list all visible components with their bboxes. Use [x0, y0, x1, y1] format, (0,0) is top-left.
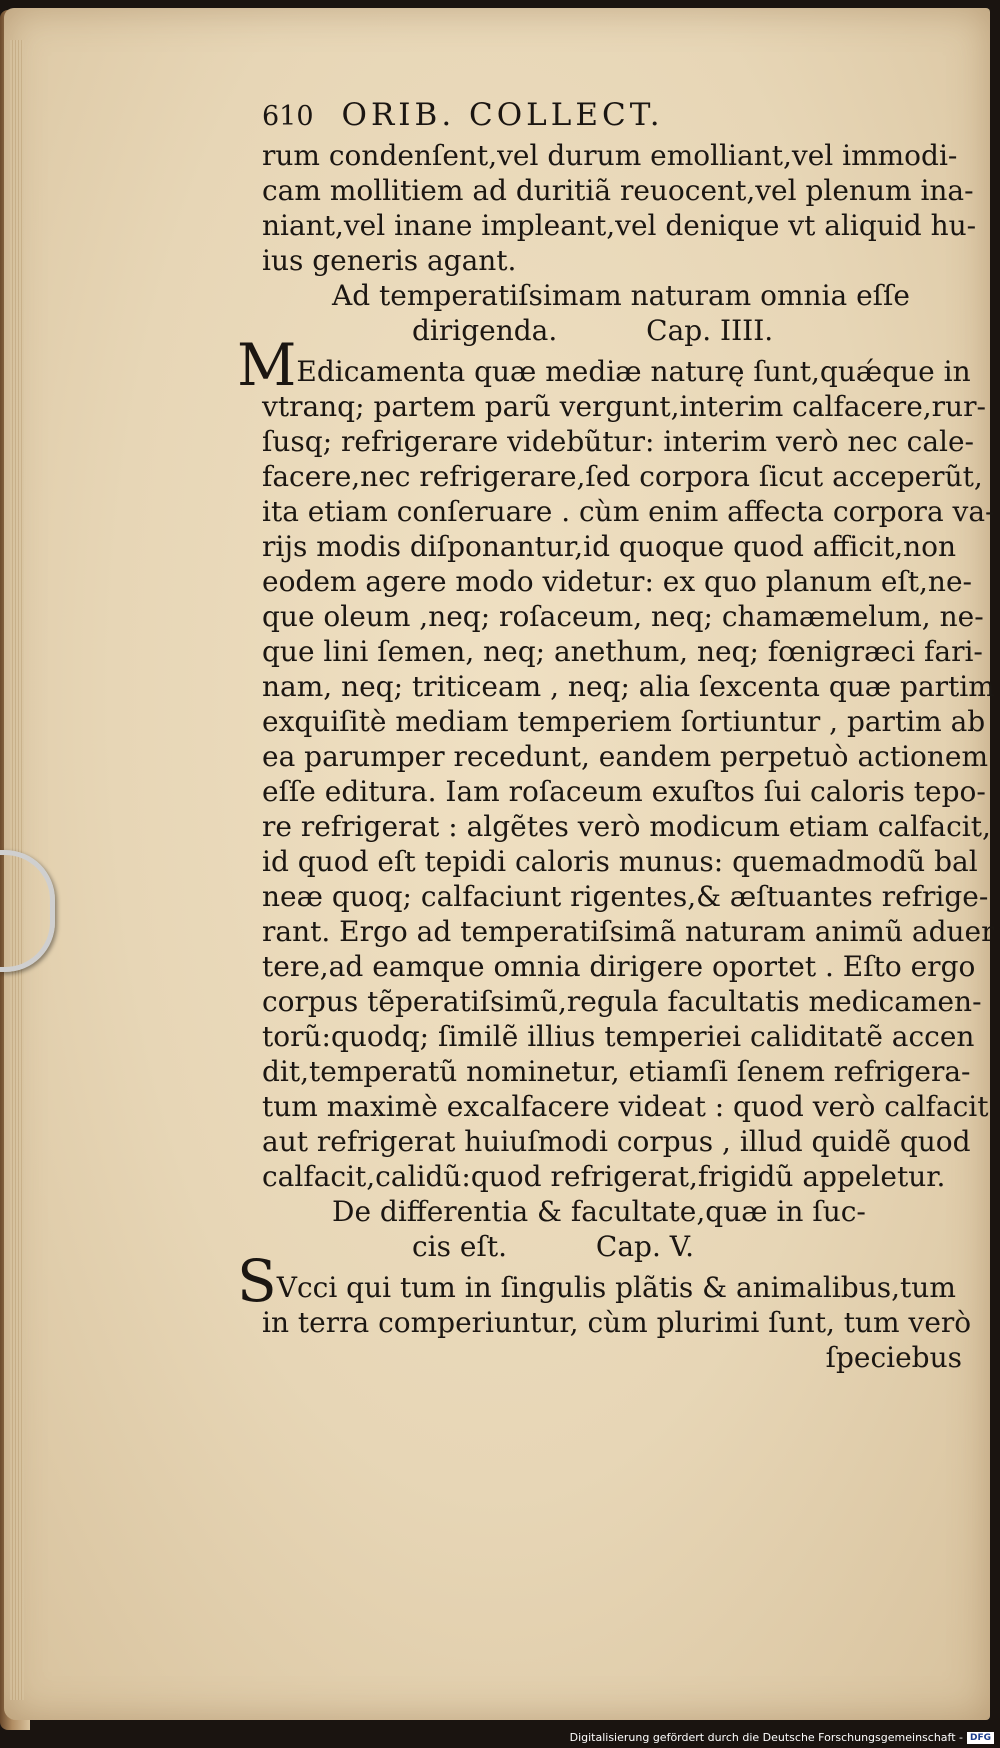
digitization-credit [570, 1731, 994, 1744]
catchword: ſpeciebus [825, 1341, 962, 1374]
credit-text: Digitalisierung gefördert durch die Deutsche Forschungsgemeinschaft - [569, 1731, 963, 1744]
text-line: cam mollitiem ad duritiã reuocent,vel plenum ina- [262, 174, 974, 207]
text-line: neæ quoq; calfaciunt rigentes,& æſtuantes refrige- [262, 880, 989, 913]
page-number: 610 [262, 101, 314, 132]
text-line: que lini ſemen, neq; anethum, neq; fœnigræci fari- [262, 635, 983, 668]
text-line: calfacit,calidũ:quod refrigerat,frigidũ appeletur. [262, 1160, 946, 1193]
text-line: id quod eſt tepidi caloris munus: quemadmodũ bal [262, 845, 978, 878]
text-line: in terra comperiuntur, cùm plurimi ſunt, tum verò [262, 1306, 972, 1339]
chapter-heading: Ad temperatiſsimam naturam omnia eſſe [332, 279, 910, 312]
chapter-number: Cap. IIII. [646, 314, 774, 347]
text-line: rum condenſent,vel durum emolliant,vel immodi- [262, 139, 958, 172]
text-line: exquiſitè mediam temperiem ſortiuntur , partim ab [262, 705, 986, 738]
drop-cap: S [237, 1247, 277, 1315]
drop-cap: M [237, 331, 297, 399]
text-line: re refrigerat : algẽtes verò modicum etiam calfacit, [262, 810, 991, 843]
text-line: facere,nec refrigerare,ſed corpora ſicut acceperũt, [262, 460, 983, 493]
first-line-text: Edicamenta quæ mediæ naturę ſunt,quǽque in [296, 355, 971, 388]
text-line: corpus tẽperatiſsimũ,regula facultatis medicamen- [262, 985, 982, 1018]
text-line: tere,ad eamque omnia dirigere oportet . Eſto ergo [262, 950, 976, 983]
dfg-logo: DFG [967, 1732, 994, 1744]
text-line: torũ:quodq; ſimilẽ illius temperiei caliditatẽ accen [262, 1020, 975, 1053]
text-line: niant,vel inane impleant,vel denique vt aliquid hu- [262, 209, 977, 242]
text-line: tum maximè excalfacere videat : quod verò calfacit [262, 1090, 989, 1123]
running-title: ORIB. COLLECT. [341, 97, 664, 133]
text-line: ea parumper recedunt, eandem perpetuò actionem [262, 740, 989, 773]
chapter-first-line [237, 1247, 962, 1315]
text-line: vtranq; partem parũ vergunt,interim calfacere,rur- [262, 390, 986, 423]
text-line: eodem agere modo videtur: ex quo planum eſt,ne- [262, 565, 972, 598]
text-line: rant. Ergo ad temperatiſsimã naturam animũ aduer [262, 915, 995, 948]
chapter-heading: De differentia & facultate,quæ in ſuc- [332, 1195, 866, 1228]
text-line: aut refrigerat huiuſmodi corpus , illud quidẽ quod [262, 1125, 971, 1158]
text-line: ita etiam conſeruare . cùm enim affecta corpora va- [262, 495, 995, 528]
text-line: dit,temperatũ nominetur, etiamſi ſenem refrigera- [262, 1055, 971, 1088]
chapter-heading-end: cis eſt. [412, 1230, 507, 1263]
chapter-heading-end: dirigenda. [412, 314, 558, 347]
chapter-heading-cont [262, 313, 962, 348]
text-line: ius generis agant. [262, 244, 517, 277]
text-line: ſusq; refrigerare videbũtur: interim verò nec cale- [262, 425, 975, 458]
chapter-number: Cap. V. [595, 1230, 694, 1263]
text-line: rijs modis diſponantur,id quoque quod afficit,non [262, 530, 957, 563]
text-line: eſſe editura. Iam roſaceum exuſtos ſui caloris tepo- [262, 775, 986, 808]
text-line: que oleum ,neq; roſaceum, neq; chamæmelum, ne- [262, 600, 984, 633]
first-line-text: Vcci qui tum in ſingulis plãtis & animalibus,tum [276, 1271, 956, 1304]
page-text [237, 97, 995, 1375]
chapter-heading-cont [262, 1229, 962, 1264]
running-header [262, 98, 962, 134]
chapter-first-line [237, 331, 971, 399]
text-line: nam, neq; triticeam , neq; alia ſexcenta quæ partim [262, 670, 995, 703]
